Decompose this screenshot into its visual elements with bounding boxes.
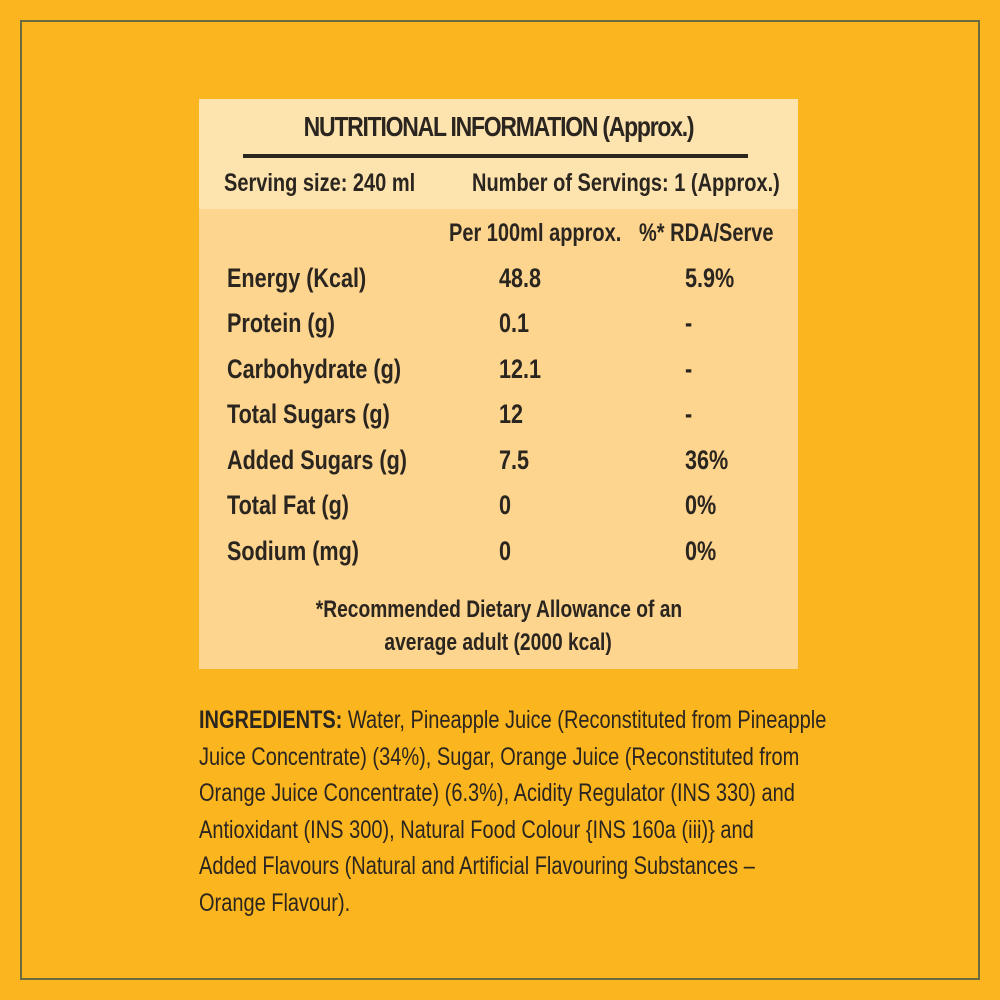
nutrient-per100: 12	[499, 399, 524, 429]
nutrient-name: Total Fat (g)	[227, 490, 349, 520]
nutrient-rda: 36%	[685, 445, 729, 475]
ingredients-line: Orange Flavour).	[199, 888, 351, 917]
nutrient-per100: 0	[499, 490, 512, 520]
nutrient-per100: 0	[499, 536, 512, 566]
nutrient-per100: 0.1	[499, 308, 530, 338]
nutrient-rda: -	[685, 308, 693, 338]
title-divider	[243, 154, 748, 158]
footnote-line-1: *Recommended Dietary Allowance of an	[315, 596, 682, 623]
nutrient-rda: 0%	[685, 536, 717, 566]
nutrient-per100: 7.5	[499, 445, 530, 475]
ingredients-line: Orange Juice Concentrate) (6.3%), Acidity Regulator (INS 330) and	[199, 779, 795, 807]
nutrient-rda: -	[685, 354, 693, 384]
footnote-line-2: average adult (2000 kcal)	[384, 629, 613, 656]
nutrient-name: Carbohydrate (g)	[227, 354, 402, 384]
nutrient-name: Energy (Kcal)	[227, 263, 367, 293]
nutrient-name: Protein (g)	[227, 308, 335, 338]
serving-size: Serving size: 240 ml	[224, 169, 416, 197]
ingredients-line: Antioxidant (INS 300), Natural Food Colour {INS 160a (iii)} and	[199, 815, 754, 844]
ingredients-block	[199, 702, 899, 921]
nutrient-name: Total Sugars (g)	[227, 399, 390, 429]
nutrient-rda: -	[685, 399, 693, 429]
ingredients-label: INGREDIENTS:	[199, 706, 343, 734]
nutrient-per100: 48.8	[499, 263, 542, 293]
nutrient-per100: 12.1	[499, 354, 542, 384]
nutrient-rda: 0%	[685, 490, 717, 520]
nutrient-name: Added Sugars (g)	[227, 445, 408, 475]
nutrition-title: NUTRITIONAL INFORMATION (Approx.)	[303, 111, 694, 142]
ingredients-line: Juice Concentrate) (34%), Sugar, Orange Juice (Reconstituted from	[199, 742, 800, 771]
rda-footnote	[199, 593, 798, 659]
column-header-rda: %* RDA/Serve	[639, 219, 774, 247]
column-header-per100: Per 100ml approx.	[449, 219, 622, 247]
nutrient-rda: 5.9%	[685, 263, 735, 293]
ingredients-line	[199, 702, 827, 739]
ingredients-line: Added Flavours (Natural and Artificial Flavouring Substances –	[199, 852, 755, 880]
ingredients-text: Water, Pineapple Juice (Reconstituted from Pineapple	[342, 706, 827, 734]
servings-count: Number of Servings: 1 (Approx.)	[472, 169, 780, 197]
nutrition-panel	[199, 99, 798, 669]
nutrient-name: Sodium (mg)	[227, 536, 359, 566]
